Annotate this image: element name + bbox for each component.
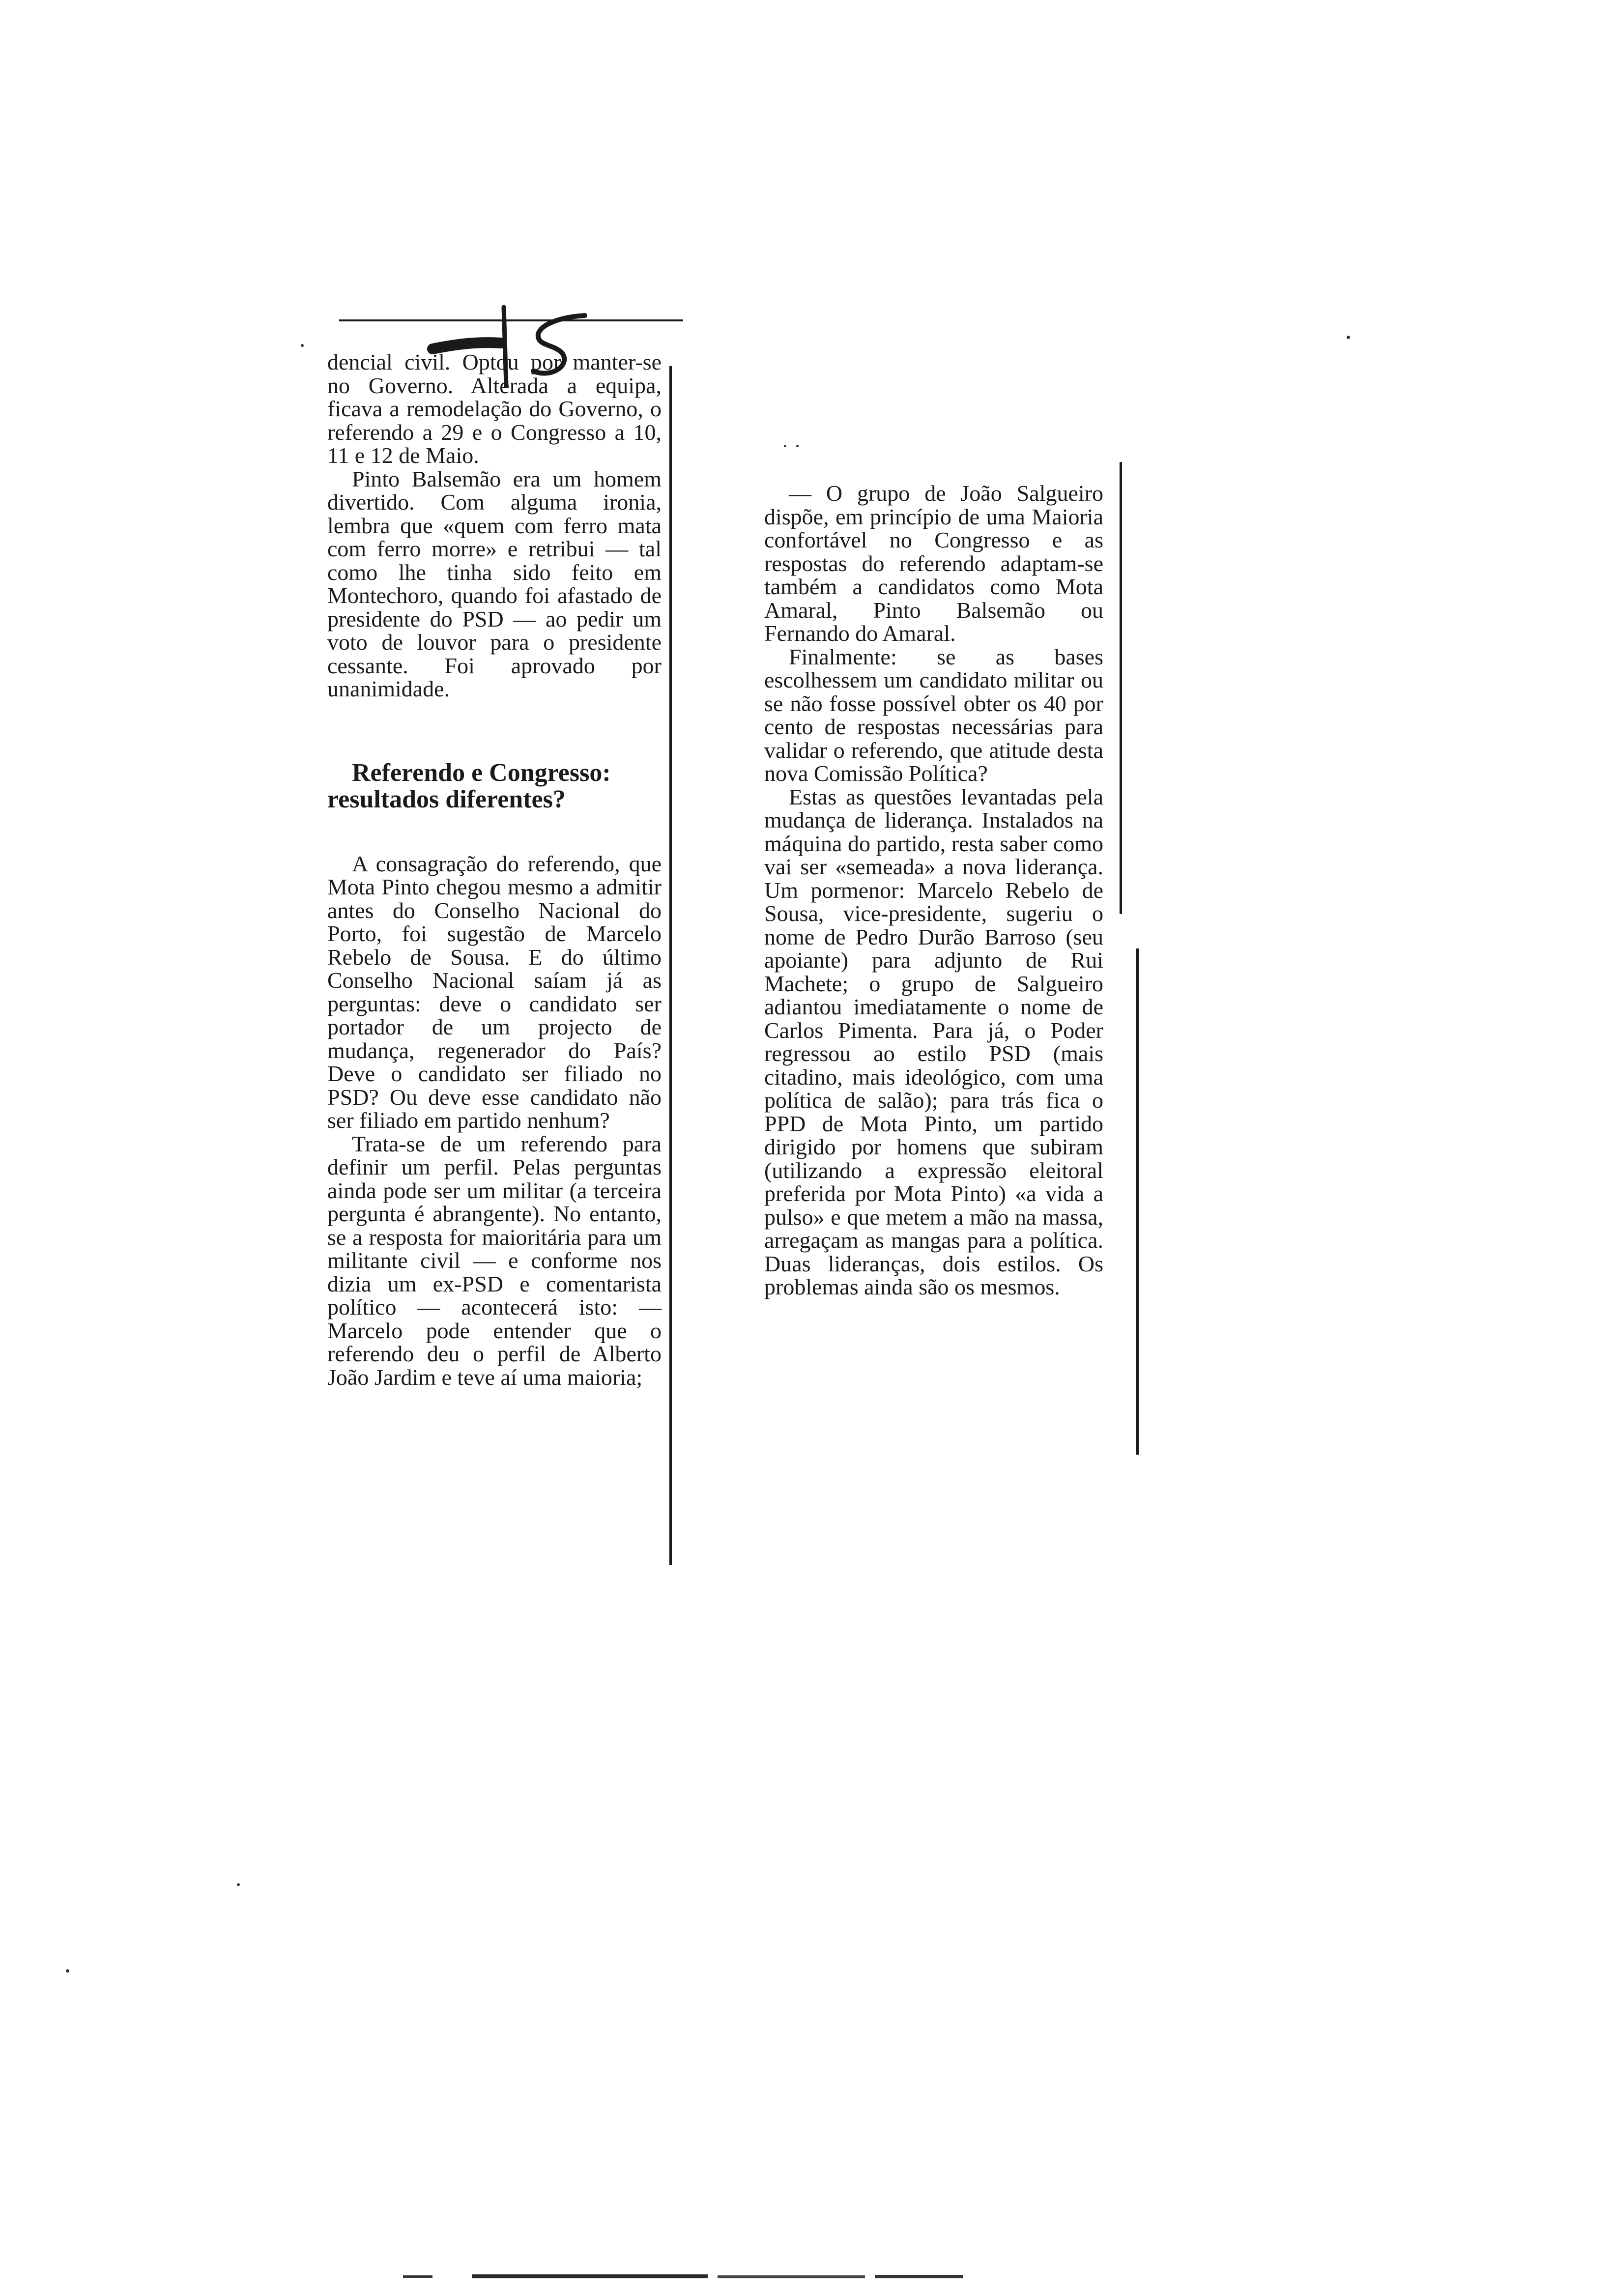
article-column-1 — [327, 350, 662, 1389]
paragraph: dencial civil. Optou por manter-se no Governo. Alterada a equipa, ficava a remodelação do Governo, o referendo a 29 e o Congresso a 10, 11 e 12 de Maio. — [327, 349, 662, 468]
section-heading: Referendo e Congresso: resultados diferentes? — [327, 758, 611, 813]
paragraph: Estas as questões levantadas pela mudança de liderança. Instalados na máquina do partido, resta saber como vai ser «semeada» a nova liderança. Um pormenor: Marcelo Rebelo de Sousa, vice-presidente, sugeriu o nome de Pedro Durão Barroso (seu apoiante) para adjunto de Rui Machete; o grupo de Salgueiro adiantou imediatamente o nome de Carlos Pimenta. Para já, o Poder regressou ao estilo PSD (mais citadino, mais ideológico, com uma política de salão); para trás fica o PPD de Mota Pinto, um partido dirigido por homens que subiram (utilizando a expressão eleitoral preferida por Mota Pinto) «a vida a pulso» e que metem a mão na massa, arregaçam as mangas para a política. Duas lideranças, dois estilos. Os problemas ainda são os mesmos. — [764, 784, 1103, 1299]
paragraph: Trata-se de um referendo para definir um perfil. Pelas perguntas ainda pode ser um militar (a terceira pergunta é abrangente). No entanto, se a resposta for maioritária para um militante civil — e conforme nos dizia um ex-PSD e comentarista político — acontecerá isto: — Marcelo pode entender que o referendo deu o perfil de Alberto João Jardim e teve aí uma maioria; — [327, 1131, 662, 1390]
scan-edge-strip — [403, 2272, 983, 2282]
column-rule-right-lower — [1136, 948, 1139, 1455]
paragraph: Finalmente: se as bases escolhessem um candidato militar ou se não fosse possível obter os 40 por cento de respostas necessárias para validar o referendo, que atitude desta nova Comissão Política? — [764, 644, 1103, 786]
scan-speck — [66, 1969, 69, 1973]
article-column-2 — [764, 482, 1103, 1299]
scan-speck — [784, 445, 786, 447]
paragraph: — O grupo de João Salgueiro dispõe, em princípio de uma Maioria confortável no Congresso e as respostas do referendo adaptam-se também a candidatos como Mota Amaral, Pinto Balsemão ou Fernando do Amaral. — [764, 481, 1103, 646]
scan-speck — [237, 1883, 240, 1886]
scan-speck — [1347, 336, 1350, 339]
paragraph: A consagração do referendo, que Mota Pinto chegou mesmo a admitir antes do Conselho Nacional do Porto, foi sugestão de Marcelo Rebelo de Sousa. E do último Conselho Nacional saíam já as perguntas: deve o candidato ser portador de um projecto de mudança, regenerador do País? Deve o candidato ser filiado no PSD? Ou deve esse candidato não ser filiado em partido nenhum? — [327, 851, 662, 1133]
column-rule-right-upper — [1120, 462, 1122, 914]
scan-speck — [301, 344, 304, 347]
paragraph: Pinto Balsemão era um homem divertido. Com alguma ironia, lembra que «quem com ferro mata com ferro morre» e retribui — tal como lhe tinha sido feito em Montechoro, quando foi afastado de presidente do PSD — ao pedir um voto de louvor para o presidente cessante. Foi aprovado por unanimidade. — [327, 466, 662, 701]
scan-speck — [796, 445, 799, 447]
column-rule-left — [669, 366, 672, 1565]
